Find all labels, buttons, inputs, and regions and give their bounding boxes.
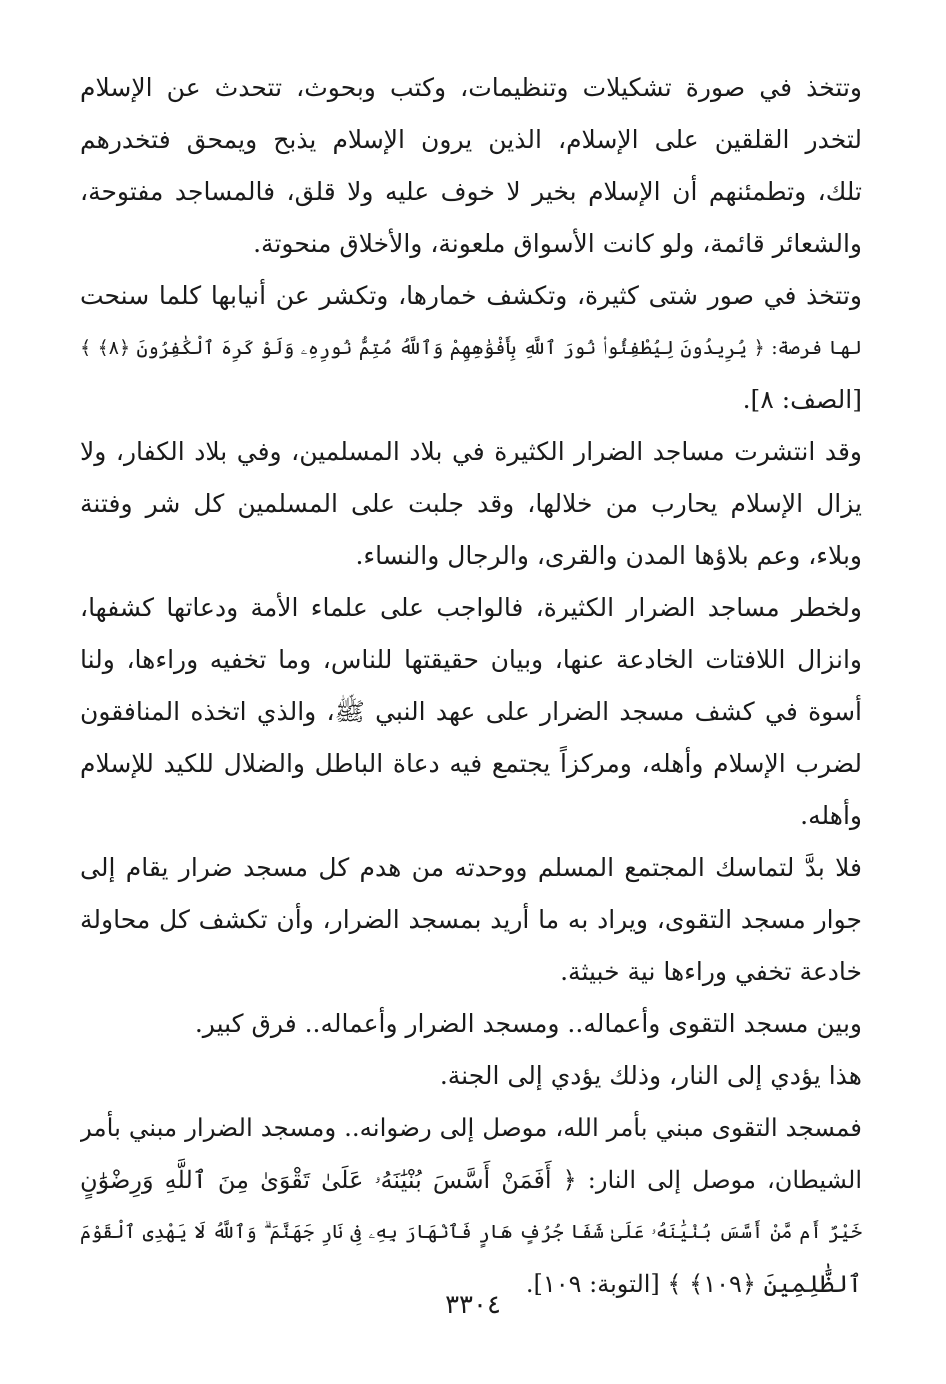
paragraph-4 — [80, 582, 862, 842]
text-line: يزال الإسلام يحارب من خلالها، وقد جلبت على المسلمين كل شر وفتنة — [80, 489, 862, 518]
text-line: لضرب الإسلام وأهله، ومركزاً يجتمع فيه دعاة الباطل والضلال للكيد للإسلام — [80, 749, 862, 778]
text-line: جوار مسجد التقوى، ويراد به ما أريد بمسجد الضرار، وأن تكشف كل محاولة — [80, 905, 862, 934]
text-line: وبين مسجد التقوى وأعماله.. ومسجد الضرار وأعماله.. فرق كبير. — [194, 1009, 862, 1038]
paragraph-2 — [80, 270, 862, 426]
text-line: وانزال اللافتات الخادعة عنها، وبيان حقيقتها للناس، وما تخفيه وراءها، ولنا — [80, 645, 862, 674]
text-line: ولخطر مساجد الضرار الكثيرة، فالواجب على علماء الأمة ودعاتها كشفها، — [80, 593, 862, 622]
paragraph-3 — [80, 426, 862, 582]
page-number: ٣٣٠٤ — [445, 1290, 501, 1320]
text-line: وقد انتشرت مساجد الضرار الكثيرة في بلاد المسلمين، وفي بلاد الكفار، ولا — [80, 437, 862, 466]
text-line: وتتخذ في صورة تشكيلات وتنظيمات، وكتب وبحوث، تتحدث عن الإسلام — [80, 73, 862, 102]
text-line: فمسجد التقوى مبني بأمر الله، موصل إلى رضوانه.. ومسجد الضرار مبني بأمر — [80, 1113, 862, 1142]
text-line: تلك، وتطمئنهم أن الإسلام بخير لا خوف عليه ولا قلق، فالمساجد مفتوحة، — [80, 177, 862, 206]
quran-verse-line: ٱلظَّٰلِمِينَ ﴿١٠٩﴾ ﴾ [التوبة: ١٠٩]. — [525, 1270, 862, 1298]
paragraph-6 — [80, 998, 862, 1050]
text-line: خادعة تخفي وراءها نية خبيثة. — [560, 957, 862, 986]
verse-reference: [الصف: ٨]. — [742, 385, 862, 414]
text-line: والشعائر قائمة، ولو كانت الأسواق ملعونة، والأخلاق منحوتة. — [253, 229, 862, 258]
text-line: وأهله. — [800, 801, 862, 830]
paragraph-1 — [80, 62, 862, 270]
quran-verse-line: لها فرصة: ﴿ يُرِيدُونَ لِيُطْفِئُوا۟ نُورَ ٱللَّهِ بِأَفْوَٰهِهِمْ وَٱللَّهُ مُتِمُّ نُورِهِۦ وَلَوْ كَرِهَ ٱلْكَٰفِرُونَ ﴿٨﴾ ﴾ — [80, 337, 862, 359]
text-line: لتخدر القلقين على الإسلام، الذين يرون الإسلام يذبح ويمحق فتخدرهم — [80, 125, 862, 154]
text-line: وبلاء، وعم بلاؤها المدن والقرى، والرجال والنساء. — [355, 541, 862, 570]
quran-verse-line: الشيطان، موصل إلى النار: ﴿ أَفَمَنْ أَسَّسَ بُنْيَٰنَهُۥ عَلَىٰ تَقْوَىٰ مِنَ ٱللَّهِ وَرِضْوَٰنٍ — [80, 1166, 862, 1194]
paragraph-8 — [80, 1102, 862, 1310]
page-text — [80, 62, 862, 1310]
text-line: هذا يؤدي إلى النار، وذلك يؤدي إلى الجنة. — [439, 1061, 862, 1090]
quran-verse-line: خَيْرٌ أَم مَّنْ أَسَّسَ بُنْيَٰنَهُۥ عَلَىٰ شَفَا جُرُفٍ هَارٍ فَٱنْهَارَ بِهِۦ فِى نَارِ جَهَنَّمَ ۗ وَٱللَّهُ لَا يَهْدِى ٱلْقَوْمَ — [80, 1221, 862, 1243]
text-line: وتتخذ في صور شتى كثيرة، وتكشف خمارها، وتكشر عن أنيابها كلما سنحت — [80, 281, 862, 310]
paragraph-5 — [80, 842, 862, 998]
paragraph-7 — [80, 1050, 862, 1102]
text-line: أسوة في كشف مسجد الضرار على عهد النبي ﷺ، والذي اتخذه المنافقون — [80, 697, 862, 726]
text-line: فلا بدَّ لتماسك المجتمع المسلم ووحدته من هدم كل مسجد ضرار يقام إلى — [80, 853, 862, 882]
